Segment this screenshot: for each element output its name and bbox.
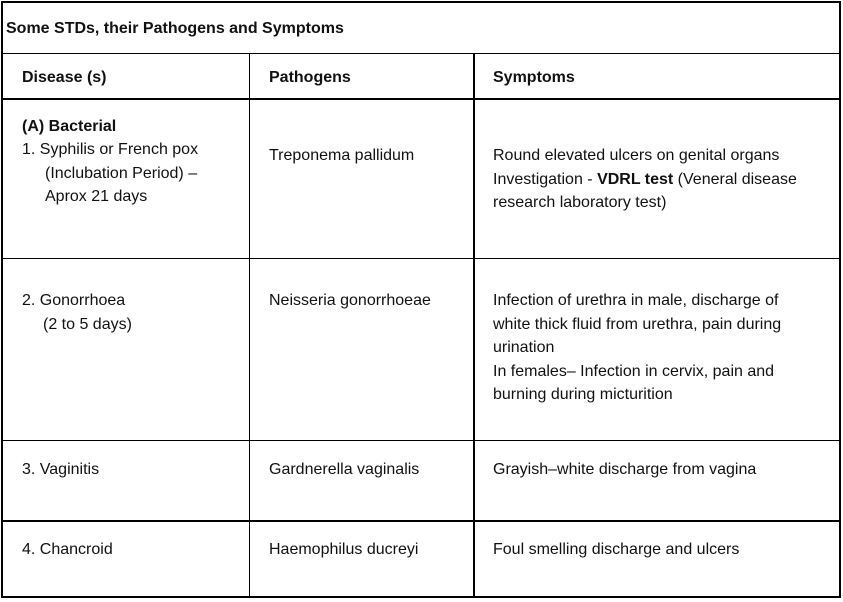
title-divider: [3, 53, 839, 54]
column-divider-1: [249, 53, 250, 596]
symptoms-text: (Veneral disease: [673, 171, 797, 188]
symptoms-gonorrhoea-line1: Infection of urethra in male, discharge of: [493, 292, 779, 309]
pathogen-syphilis: Treponema pallidum: [269, 147, 415, 164]
disease-vaginitis: 3. Vaginitis: [22, 461, 100, 478]
symptoms-gonorrhoea-line5: burning during micturition: [493, 386, 673, 403]
pathogen-chancroid: Haemophilus ducreyi: [269, 541, 419, 558]
symptoms-text: Investigation -: [493, 171, 598, 188]
disease-syphilis-line2: (Inclubation Period) –: [45, 165, 198, 182]
symptoms-gonorrhoea-line2: white thick fluid from urethra, pain during: [493, 316, 782, 333]
section-label: (A) Bacterial: [22, 118, 117, 135]
disease-chancroid: 4. Chancroid: [22, 541, 113, 558]
row-divider-1: [3, 258, 839, 259]
row-divider-3: [3, 520, 839, 522]
column-divider-2: [473, 53, 475, 596]
vdrl-test-label: VDRL test: [597, 171, 674, 188]
disease-gonorrhoea: 2. Gonorrhoea: [22, 292, 126, 309]
disease-syphilis-line3: Aprox 21 days: [45, 188, 148, 205]
pathogen-vaginitis: Gardnerella vaginalis: [269, 461, 420, 478]
disease-syphilis: 1. Syphilis or French pox: [22, 141, 199, 158]
row-divider-2: [3, 440, 839, 441]
header-pathogens: Pathogens: [269, 69, 351, 86]
symptoms-gonorrhoea-line3: urination: [493, 339, 555, 356]
symptoms-vaginitis: Grayish–white discharge from vagina: [493, 461, 757, 478]
header-disease: Disease (s): [22, 69, 107, 86]
std-table: [1, 1, 841, 598]
symptoms-syphilis-line2: [493, 168, 797, 192]
header-divider: [3, 98, 839, 100]
pathogen-gonorrhoea: Neisseria gonorrhoeae: [269, 292, 431, 309]
symptoms-syphilis-line1: Round elevated ulcers on genital organs: [493, 147, 780, 164]
symptoms-gonorrhoea-line4: In females– Infection in cervix, pain and: [493, 363, 775, 380]
header-symptoms: Symptoms: [493, 69, 575, 86]
disease-gonorrhoea-line2: (2 to 5 days): [43, 316, 132, 333]
symptoms-syphilis-line3: research laboratory test): [493, 194, 667, 211]
symptoms-chancroid: Foul smelling discharge and ulcers: [493, 541, 740, 558]
table-title: Some STDs, their Pathogens and Symptoms: [6, 20, 344, 37]
